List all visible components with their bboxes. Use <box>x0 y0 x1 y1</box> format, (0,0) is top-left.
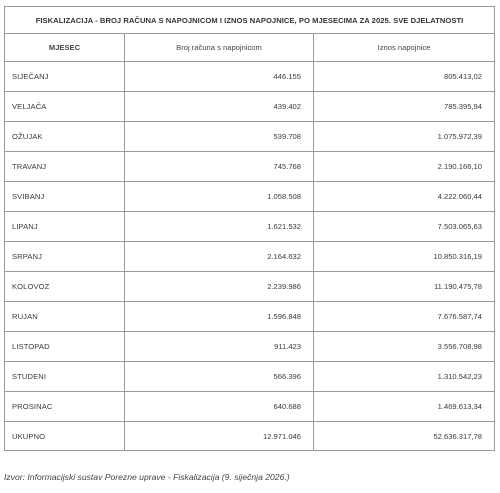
receipt-count-cell: 640.688 <box>125 392 314 422</box>
total-tip-amount-cell: 52.636.317,78 <box>314 422 495 451</box>
column-header-tip-amount: Iznos napojnice <box>314 34 495 62</box>
table-row <box>5 362 495 392</box>
tip-amount-cell: 4.222.060,44 <box>314 182 495 212</box>
tip-amount-cell: 1.310.542,23 <box>314 362 495 392</box>
month-cell: LISTOPAD <box>5 332 125 362</box>
total-label-cell: UKUPNO <box>5 422 125 451</box>
tip-amount-cell: 7.503.065,63 <box>314 212 495 242</box>
receipt-count-cell: 566.396 <box>125 362 314 392</box>
table-total-row <box>5 422 495 451</box>
tip-amount-cell: 1.469.613,34 <box>314 392 495 422</box>
column-header-receipt-count: Broj računa s napojnicom <box>125 34 314 62</box>
table-header-row <box>5 34 495 62</box>
receipt-count-cell: 2.239.986 <box>125 272 314 302</box>
month-cell: STUDENI <box>5 362 125 392</box>
receipt-count-cell: 745.768 <box>125 152 314 182</box>
table-row <box>5 302 495 332</box>
tips-table <box>4 6 495 451</box>
table-row <box>5 62 495 92</box>
tip-amount-cell: 2.190.166,10 <box>314 152 495 182</box>
table-body <box>5 62 495 451</box>
table-row <box>5 122 495 152</box>
table-row <box>5 332 495 362</box>
table-row <box>5 392 495 422</box>
month-cell: LIPANJ <box>5 212 125 242</box>
tip-amount-cell: 10.850.316,19 <box>314 242 495 272</box>
month-cell: TRAVANJ <box>5 152 125 182</box>
table-title: FISKALIZACIJA - BROJ RAČUNA S NAPOJNICOM I IZNOS NAPOJNICE, PO MJESECIMA ZA 2025. SVE DJELATNOSTI <box>5 7 495 34</box>
month-cell: PROSINAC <box>5 392 125 422</box>
table-row <box>5 152 495 182</box>
receipt-count-cell: 539.708 <box>125 122 314 152</box>
tip-amount-cell: 3.556.708,98 <box>314 332 495 362</box>
month-cell: OŽUJAK <box>5 122 125 152</box>
tip-amount-cell: 11.190.475,78 <box>314 272 495 302</box>
table-row <box>5 272 495 302</box>
table-row <box>5 182 495 212</box>
month-cell: SVIBANJ <box>5 182 125 212</box>
receipt-count-cell: 446.155 <box>125 62 314 92</box>
month-cell: SRPANJ <box>5 242 125 272</box>
month-cell: RUJAN <box>5 302 125 332</box>
month-cell: KOLOVOZ <box>5 272 125 302</box>
tip-amount-cell: 785.395,94 <box>314 92 495 122</box>
total-receipt-count-cell: 12.971.046 <box>125 422 314 451</box>
receipt-count-cell: 1.596.848 <box>125 302 314 332</box>
tip-amount-cell: 7.676.587,74 <box>314 302 495 332</box>
table-row <box>5 242 495 272</box>
source-note: Izvor: Informacijski sustav Porezne uprave - Fiskalizacija (9. siječnja 2026.) <box>4 472 290 482</box>
receipt-count-cell: 911.423 <box>125 332 314 362</box>
receipt-count-cell: 1.621.532 <box>125 212 314 242</box>
receipt-count-cell: 1.058.508 <box>125 182 314 212</box>
table-row <box>5 212 495 242</box>
tip-amount-cell: 805.413,02 <box>314 62 495 92</box>
receipt-count-cell: 439.402 <box>125 92 314 122</box>
table-title-row <box>5 7 495 34</box>
month-cell: VELJAČA <box>5 92 125 122</box>
tip-amount-cell: 1.075.972,39 <box>314 122 495 152</box>
month-cell: SIJEČANJ <box>5 62 125 92</box>
receipt-count-cell: 2.164.632 <box>125 242 314 272</box>
column-header-month: MJESEC <box>5 34 125 62</box>
table-row <box>5 92 495 122</box>
